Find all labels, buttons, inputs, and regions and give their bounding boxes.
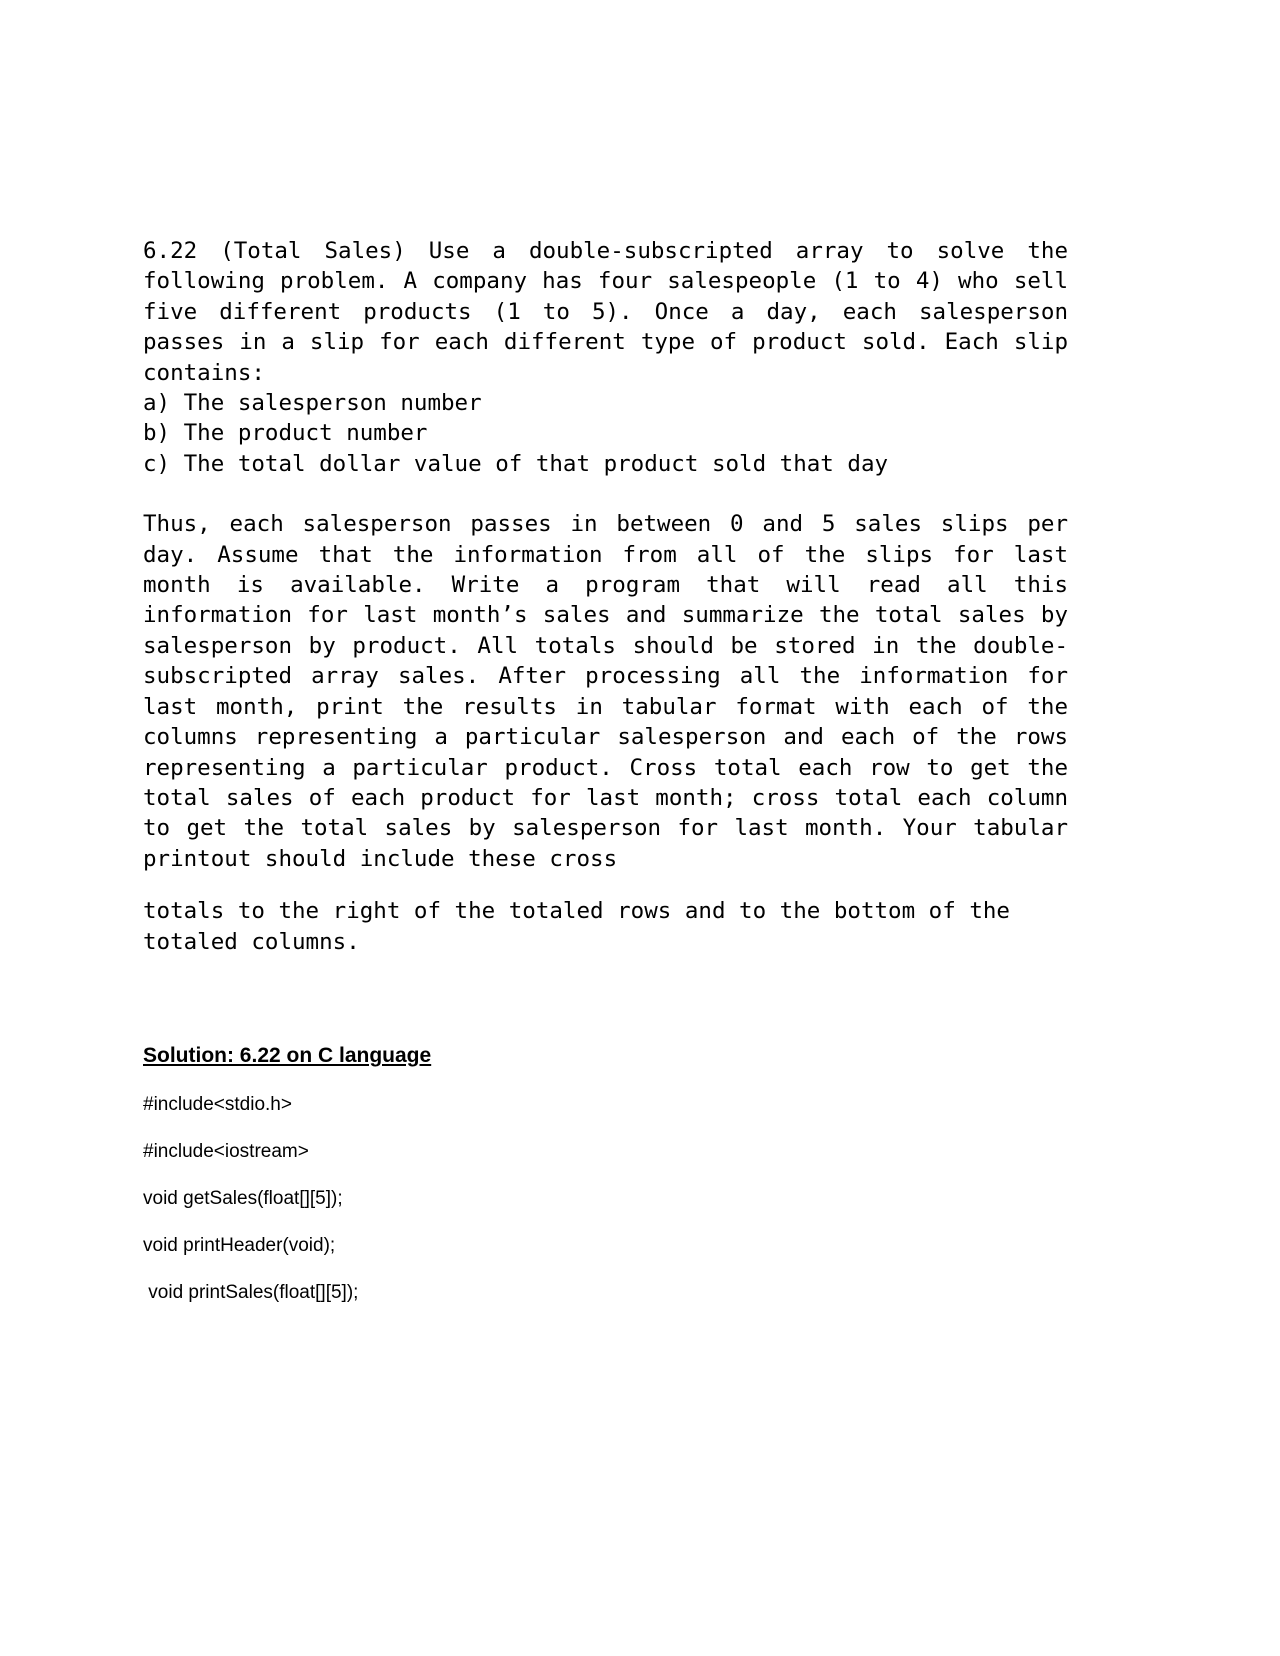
problem-item-c: c) The total dollar value of that product sold that day: [143, 450, 889, 477]
problem-paragraph-body: Thus, each salesperson passes in between 0 and 5 sales slips per day. Assume that the information from all of the slips for last month is available. Write a program that will read all this information for last month’s sales and summarize the total sales by salesperson by product. All totals should be stored in the double-subscripted array sales. After processing all the information for last month, print the results in tabular format with each of the columns representing a particular salesperson and each of the rows representing a particular product. Cross total each row to get the total sales of each product for last month; cross total each column to get the total sales by salesperson for last month. Your tabular printout should include these cross: [143, 511, 1068, 872]
problem-paragraph-tail: totals to the right of the totaled rows and to the bottom of the totaled columns.: [143, 898, 1010, 955]
code-line: #include<iostream>: [143, 1140, 309, 1162]
document-content: [143, 236, 1068, 1326]
code-line: #include<stdio.h>: [143, 1093, 292, 1115]
code-line: void getSales(float[][5]);: [143, 1187, 343, 1209]
solution-heading: Solution: 6.22 on C language: [143, 1043, 432, 1067]
paragraph-spacer-2: [143, 874, 1068, 896]
problem-item-b: b) The product number: [143, 420, 428, 447]
problem-statement: [143, 236, 1068, 957]
solution-code-block: [143, 1091, 1068, 1307]
code-line: void printSales(float[][5]);: [143, 1281, 359, 1303]
paragraph-spacer: [143, 479, 1068, 509]
problem-paragraph-intro: 6.22 (Total Sales) Use a double-subscripted array to solve the following problem. A company has four salespeople (1 to 4) who sell five different products (1 to 5). Once a day, each salesperson passes in a slip for each different type of product sold. Each slip contains:: [143, 238, 1068, 386]
problem-item-a: a) The salesperson number: [143, 390, 482, 417]
code-line: void printHeader(void);: [143, 1234, 336, 1256]
